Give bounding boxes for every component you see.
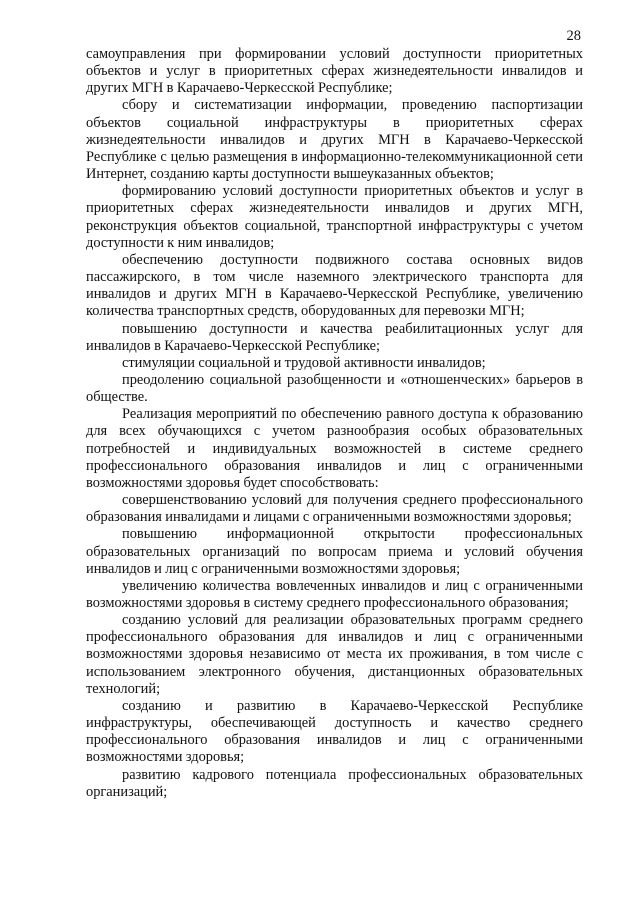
document-body <box>86 46 583 801</box>
paragraph: созданию и развитию в Карачаево-Черкесской Республике инфраструктуры, обеспечивающей доступность и качество среднего профессионального образования инвалидов и лиц с ограниченными возможностями здоровья; <box>86 697 583 766</box>
paragraph: повышению информационной открытости профессиональных образовательных организаций по вопросам приема и условий обучения инвалидов и лиц с ограниченными возможностями здоровья; <box>86 526 583 577</box>
paragraph: совершенствованию условий для получения среднего профессионального образования инвалидами и лицами с ограниченными возможностями здоровья; <box>86 492 583 526</box>
paragraph: Реализация мероприятий по обеспечению равного доступа к образованию для всех обучающихся с учетом разнообразия особых образовательных потребностей и индивидуальных возможностей в системе среднего профессионального образования инвалидов и лиц с ограниченными возможностями здоровья будет способствовать: <box>86 406 583 491</box>
paragraph: обеспечению доступности подвижного состава основных видов пассажирского, в том числе наземного электрического транспорта для инвалидов и других МГН в Карачаево-Черкесской Республике, увеличению количества транспортных средств, оборудованных для перевозки МГН; <box>86 251 583 320</box>
paragraph: формированию условий доступности приоритетных объектов и услуг в приоритетных сферах жизнедеятельности инвалидов и других МГН, реконструкция объектов социальной, транспортной инфраструктуры с учетом доступности к ним инвалидов; <box>86 183 583 251</box>
paragraph: созданию условий для реализации образовательных программ среднего профессионального образования для инвалидов и лиц с ограниченными возможностями здоровья независимо от места их проживания, в том числе с использованием электронного обучения, дистанционных образовательных технологий; <box>86 612 583 697</box>
paragraph: стимуляции социальной и трудовой активности инвалидов; <box>122 354 486 371</box>
paragraph: преодолению социальной разобщенности и «отношенческих» барьеров в обществе. <box>86 371 583 406</box>
paragraph: самоуправления при формировании условий доступности приоритетных объектов и услуг в приоритетных сферах жизнедеятельности инвалидов и других МГН в Карачаево-Черкесской Республике; <box>86 46 583 97</box>
paragraph: сбору и систематизации информации, проведению паспортизации объектов социальной инфраструктуры в приоритетных сферах жизнедеятельности инвалидов и других МГН в Карачаево-Черкесской Республике с целью размещения в информационно-телекоммуникационной сети Интернет, созданию карты доступности вышеуказанных объектов; <box>86 97 583 183</box>
paragraph: увеличению количества вовлеченных инвалидов и лиц с ограниченными возможностями здоровья в систему среднего профессионального образования; <box>86 577 583 611</box>
paragraph: повышению доступности и качества реабилитационных услуг для инвалидов в Карачаево-Черкесской Республике; <box>86 320 583 354</box>
page-number: 28 <box>566 28 581 44</box>
paragraph: развитию кадрового потенциала профессиональных образовательных организаций; <box>86 766 583 800</box>
